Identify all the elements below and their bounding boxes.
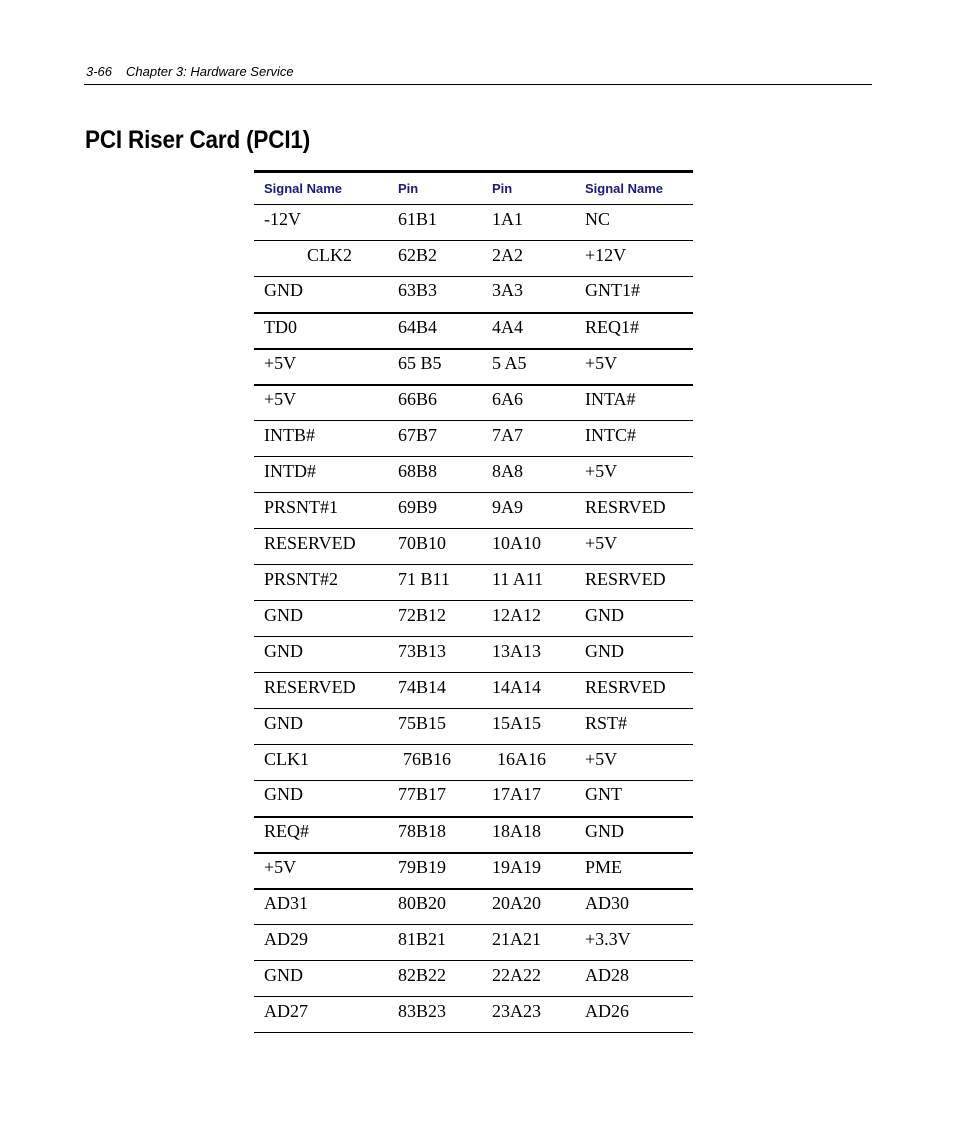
table-row [254,205,693,241]
column-header-signal-name-b: Signal Name [254,172,388,205]
cell-pin-b: 68B8 [388,457,482,493]
table-row [254,673,693,709]
cell-signal-a: GNT [575,781,693,817]
cell-pin-a: 12A12 [482,601,575,637]
table-row [254,853,693,889]
cell-signal-a: AD28 [575,961,693,997]
page-number: 3-66 [86,64,113,79]
cell-signal-b: +5V [254,853,388,889]
cell-pin-a: 3A3 [482,277,575,313]
cell-signal-a: +5V [575,349,693,385]
cell-signal-a: GND [575,601,693,637]
cell-signal-a: AD30 [575,889,693,925]
cell-pin-b: 65 B5 [388,349,482,385]
cell-signal-a: REQ1# [575,313,693,349]
cell-pin-a: 20A20 [482,889,575,925]
chapter-title: Chapter 3: Hardware Service [126,64,294,79]
cell-pin-a: 23A23 [482,997,575,1033]
cell-signal-a: RESRVED [575,493,693,529]
table-row [254,241,693,277]
cell-pin-a: 18A18 [482,817,575,853]
cell-pin-a: 17A17 [482,781,575,817]
cell-signal-a: RST# [575,709,693,745]
cell-pin-a: 6A6 [482,385,575,421]
cell-pin-a: 21A21 [482,925,575,961]
cell-signal-a: GND [575,637,693,673]
table-row [254,637,693,673]
cell-pin-b: 78B18 [388,817,482,853]
cell-signal-b: +5V [254,349,388,385]
cell-pin-a: 11 A11 [482,565,575,601]
cell-pin-b: 81B21 [388,925,482,961]
cell-pin-b: 69B9 [388,493,482,529]
cell-pin-a: 5 A5 [482,349,575,385]
cell-signal-a: RESRVED [575,565,693,601]
table-row [254,493,693,529]
cell-pin-a: 16A16 [482,745,575,781]
cell-pin-a: 22A22 [482,961,575,997]
cell-signal-b: AD31 [254,889,388,925]
column-header-signal-name-a: Signal Name [575,172,693,205]
cell-pin-b: 66B6 [388,385,482,421]
table-row [254,529,693,565]
table-row [254,745,693,781]
cell-signal-a: GND [575,817,693,853]
cell-signal-b: GND [254,961,388,997]
cell-pin-b: 73B13 [388,637,482,673]
cell-signal-b: PRSNT#1 [254,493,388,529]
cell-pin-a: 9A9 [482,493,575,529]
cell-signal-b: PRSNT#2 [254,565,388,601]
cell-pin-b: 75B15 [388,709,482,745]
cell-signal-b: INTD# [254,457,388,493]
pin-assignment-table [254,170,693,1033]
table-row [254,997,693,1033]
cell-signal-b: GND [254,277,388,313]
cell-signal-b: +5V [254,385,388,421]
cell-signal-b: GND [254,637,388,673]
cell-pin-a: 13A13 [482,637,575,673]
cell-signal-b: GND [254,709,388,745]
cell-pin-b: 74B14 [388,673,482,709]
table-row [254,889,693,925]
table-row [254,601,693,637]
cell-pin-b: 63B3 [388,277,482,313]
cell-pin-a: 19A19 [482,853,575,889]
cell-pin-b: 71 B11 [388,565,482,601]
table-row [254,421,693,457]
table-row [254,781,693,817]
cell-signal-a: +5V [575,457,693,493]
table-row [254,925,693,961]
cell-signal-a: AD26 [575,997,693,1033]
table-body [254,205,693,1033]
cell-pin-b: 70B10 [388,529,482,565]
table-row [254,313,693,349]
column-header-pin-a: Pin [482,172,575,205]
cell-signal-b: CLK1 [254,745,388,781]
table-row [254,709,693,745]
cell-signal-b: CLK2 [254,241,388,277]
cell-pin-a: 4A4 [482,313,575,349]
cell-signal-b: AD29 [254,925,388,961]
cell-signal-b: GND [254,781,388,817]
cell-pin-b: 67B7 [388,421,482,457]
cell-signal-b: REQ# [254,817,388,853]
cell-signal-b: RESERVED [254,673,388,709]
running-header [86,64,294,79]
cell-pin-a: 14A14 [482,673,575,709]
cell-pin-b: 83B23 [388,997,482,1033]
cell-pin-b: 80B20 [388,889,482,925]
cell-pin-a: 8A8 [482,457,575,493]
table-row [254,385,693,421]
cell-signal-b: RESERVED [254,529,388,565]
cell-signal-a: +5V [575,529,693,565]
table-row [254,817,693,853]
table-row [254,961,693,997]
page-title: PCI Riser Card (PCI1) [85,126,311,154]
cell-signal-b: TD0 [254,313,388,349]
table-header-row [254,172,693,205]
cell-pin-b: 76B16 [388,745,482,781]
cell-signal-b: INTB# [254,421,388,457]
cell-pin-a: 7A7 [482,421,575,457]
cell-pin-b: 77B17 [388,781,482,817]
cell-pin-a: 1A1 [482,205,575,241]
cell-pin-b: 79B19 [388,853,482,889]
cell-signal-a: PME [575,853,693,889]
cell-signal-b: -12V [254,205,388,241]
cell-signal-b: AD27 [254,997,388,1033]
cell-pin-a: 2A2 [482,241,575,277]
cell-pin-a: 15A15 [482,709,575,745]
cell-signal-a: +12V [575,241,693,277]
header-rule [84,84,872,85]
cell-signal-a: +5V [575,745,693,781]
cell-signal-a: INTA# [575,385,693,421]
table-row [254,565,693,601]
table-row [254,349,693,385]
cell-signal-a: INTC# [575,421,693,457]
cell-signal-a: GNT1# [575,277,693,313]
cell-pin-b: 64B4 [388,313,482,349]
cell-pin-b: 72B12 [388,601,482,637]
table-row [254,457,693,493]
cell-signal-a: NC [575,205,693,241]
cell-signal-a: +3.3V [575,925,693,961]
table-row [254,277,693,313]
column-header-pin-b: Pin [388,172,482,205]
cell-pin-b: 61B1 [388,205,482,241]
cell-pin-b: 82B22 [388,961,482,997]
cell-signal-b: GND [254,601,388,637]
cell-pin-a: 10A10 [482,529,575,565]
cell-pin-b: 62B2 [388,241,482,277]
cell-signal-a: RESRVED [575,673,693,709]
